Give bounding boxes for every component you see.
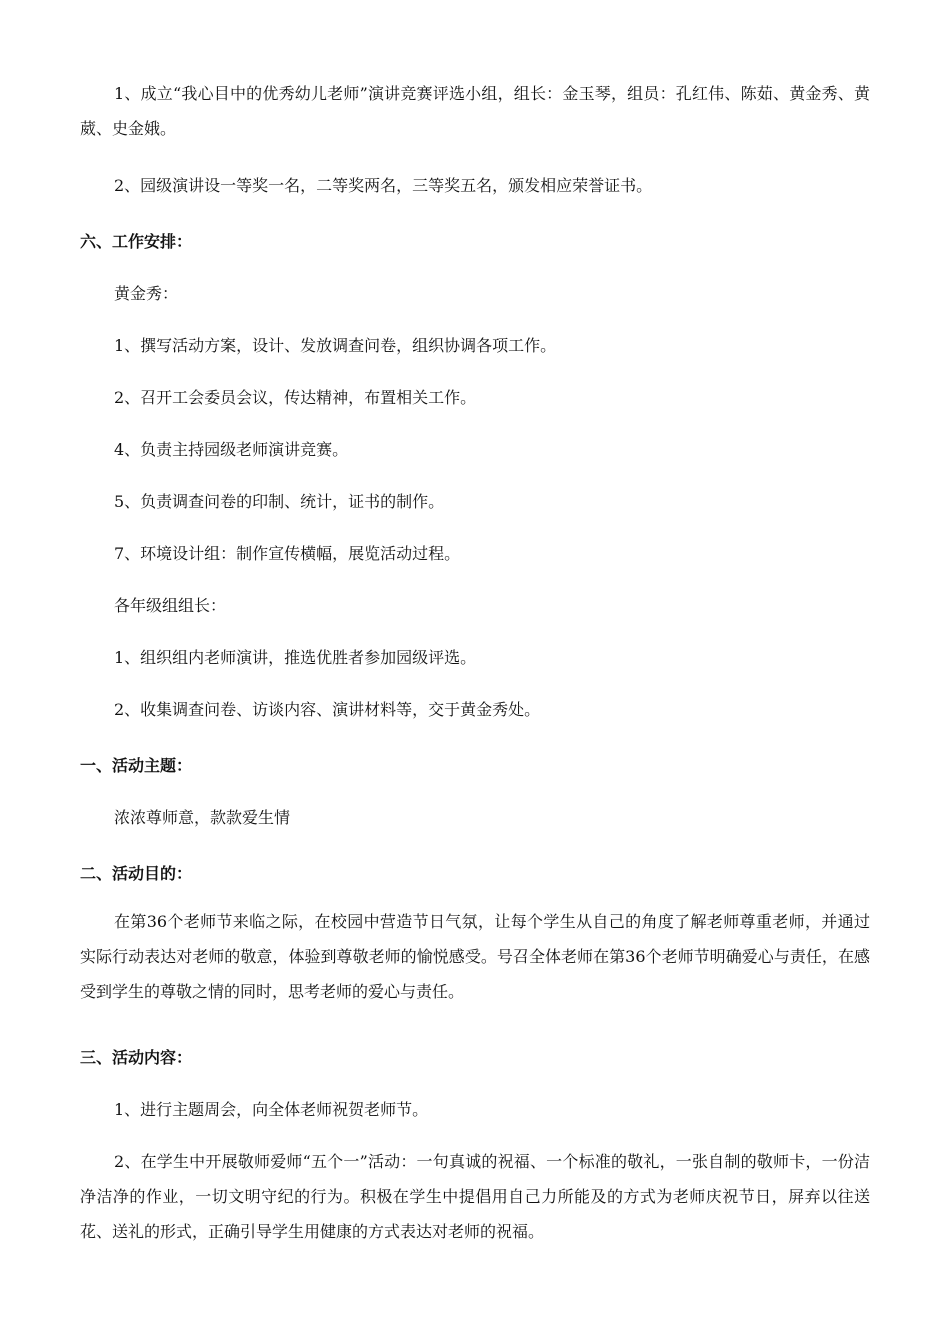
paragraph-leader-task-1: 1、组织组内老师演讲，推选优胜者参加园级评选。 [114, 648, 477, 667]
heading-activity-theme: 一、活动主题： [80, 756, 193, 775]
paragraph-task-7: 7、环境设计组：制作宣传横幅，展览活动过程。 [114, 544, 461, 563]
paragraph-task-1: 1、撰写活动方案，设计、发放调查问卷，组织协调各项工作。 [114, 336, 557, 355]
paragraph-grade-leaders: 各年级组组长： [114, 596, 227, 615]
paragraph-awards: 2、园级演讲设一等奖一名，二等奖两名，三等奖五名，颁发相应荣誉证书。 [114, 176, 653, 195]
paragraph-task-4: 4、负责主持园级老师演讲竞赛。 [114, 440, 349, 459]
paragraph-task-2: 2、召开工会委员会议，传达精神，布置相关工作。 [114, 388, 477, 407]
paragraph-theme: 浓浓尊师意，款款爱生情 [114, 808, 291, 827]
paragraph-leader-task-2: 2、收集调查问卷、访谈内容、演讲材料等，交于黄金秀处。 [114, 700, 541, 719]
heading-work-arrangement: 六、工作安排： [80, 232, 193, 251]
heading-activity-purpose: 二、活动目的： [80, 864, 193, 883]
paragraph-purpose: 在第36个老师节来临之际，在校园中营造节日气氛，让每个学生从自己的角度了解老师尊重老师，并通过实际行动表达对老师的敬意，体验到尊敬老师的愉悦感受。号召全体老师在第36个老师节明确爱心与责任，在感受到学生的尊敬之情的同时，思考老师的爱心与责任。 [80, 912, 870, 1001]
paragraph-content-2: 2、在学生中开展敬师爱师“五个一”活动：一句真诚的祝福、一个标准的敬礼，一张自制的敬师卡，一份洁净洁净的作业，一切文明守纪的行为。积极在学生中提倡用自己力所能及的方式为老师庆祝节日，屏弃以往送花、送礼的形式，正确引导学生用健康的方式表达对老师的祝福。 [80, 1152, 870, 1241]
paragraph-task-5: 5、负责调查问卷的印制、统计，证书的制作。 [114, 492, 445, 511]
paragraph-judging-group: 1、成立“我心目中的优秀幼儿老师”演讲竞赛评选小组，组长：金玉琴，组员：孔红伟、陈茹、黄金秀、黄葳、史金娥。 [80, 84, 870, 138]
paragraph-person-huang: 黄金秀： [114, 284, 179, 303]
heading-activity-content: 三、活动内容： [80, 1048, 193, 1067]
paragraph-content-1: 1、进行主题周会，向全体老师祝贺老师节。 [114, 1100, 429, 1119]
